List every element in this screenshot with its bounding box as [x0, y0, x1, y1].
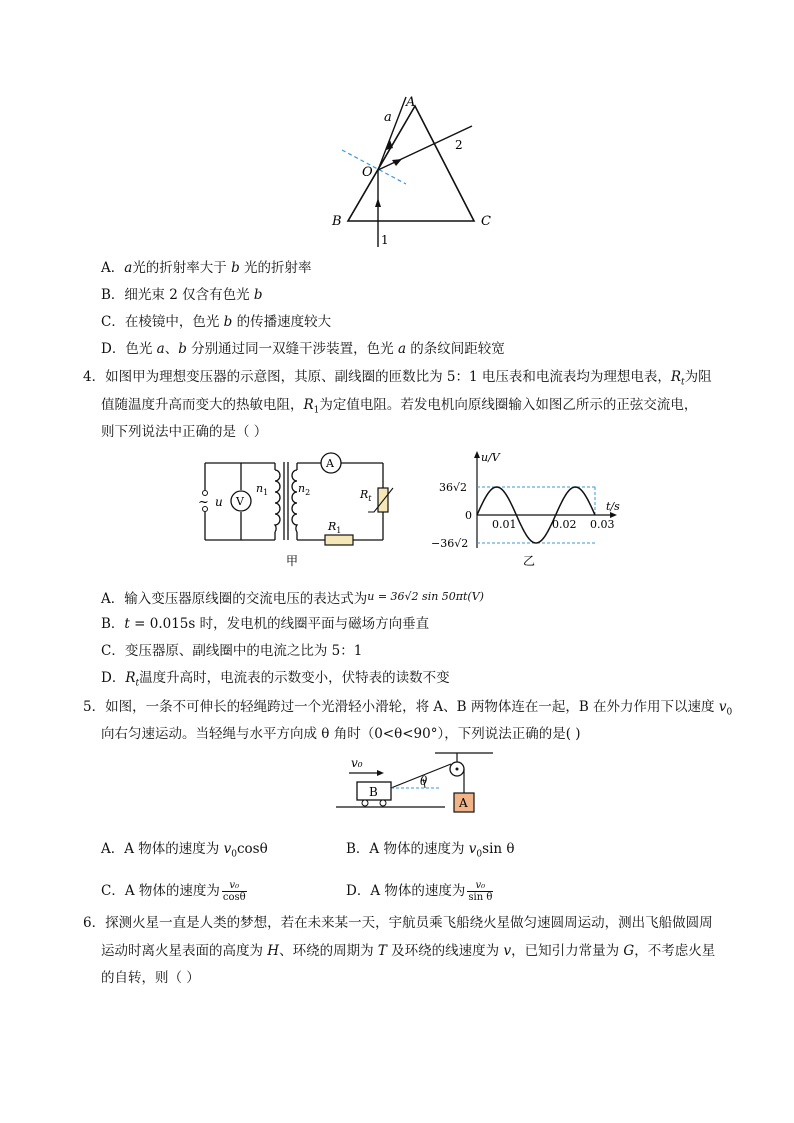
- caption-yi: 乙: [523, 554, 536, 568]
- primary-coil: [275, 470, 280, 532]
- normal-dashed-line: [342, 150, 406, 184]
- label-theta: θ: [420, 774, 428, 788]
- label-r1: $R_1$: [328, 520, 342, 535]
- label-a: a: [384, 110, 392, 125]
- q4-option-a: A．输入变压器原线圈的交流电压的表达式为$^{u = 36√2 sin 50\pi t(V)}$: [101, 590, 484, 607]
- transformer-circuit-figure: [193, 448, 403, 578]
- graph-ylabel: u/V: [481, 451, 500, 464]
- label-block-a: A: [459, 796, 468, 810]
- pulley-figure: [333, 750, 493, 825]
- q5-stem-line1: 5．如图，一条不可伸长的轻绳跨过一个光滑轻小滑轮，将 A、B 两物体连在一起，B 在外力作用下以速度 $v_0$: [83, 699, 733, 718]
- graph-yzero: 0: [465, 509, 472, 522]
- graph-ybot: −36√2: [431, 537, 469, 550]
- secondary-coil: [292, 470, 297, 532]
- q5-option-c: C．A 物体的速度为 $\frac{\text{v₀}}{\cos\theta}$: [101, 880, 246, 903]
- q4-stem-line3: 则下列说法中正确的是（ ）: [101, 424, 268, 440]
- graph-x1: 0.01: [492, 518, 517, 531]
- prism-figure: [320, 92, 520, 252]
- ray1-arrow: [375, 198, 381, 207]
- label-C: C: [481, 214, 491, 229]
- q6-stem-line1: 6．探测火星一直是人类的梦想，若在未来某一天，宇航员乘飞船绕火星做匀速圆周运动，测出飞船做圆周: [83, 915, 713, 931]
- q3-option-c: C．在棱镜中，色光 b 的传播速度较大: [101, 314, 332, 330]
- ammeter-label: A: [326, 457, 334, 470]
- voltmeter-label: V: [236, 495, 244, 508]
- q4-option-c: C．变压器原、副线圈中的电流之比为 5：1: [101, 643, 363, 659]
- label-1: 1: [381, 233, 389, 247]
- q3-option-d: D．色光 a、b 分别通过同一双缝干涉装置，色光 a 的条纹间距较宽: [101, 341, 505, 357]
- q5-stem-line2: 向右匀速运动。当轻绳与水平方向成 θ 角时（0<θ<90°），下列说法正确的是( ): [101, 726, 581, 742]
- graph-x3: 0.03: [590, 518, 615, 531]
- label-2: 2: [455, 138, 463, 152]
- q5-option-a: A．A 物体的速度为 $v_0\cos\theta$: [101, 841, 268, 860]
- fraction-c: $\frac{\text{v₀}}{\cos\theta}$: [222, 880, 246, 903]
- q3-option-b: B．细光束 2 仅含有色光 b: [101, 287, 263, 303]
- q4-stem-line1: 4．如图甲为理想变压器的示意图，其原、副线圈的匝数比为 5：1 电压表和电流表均为理想电表，$R_t$为阻: [83, 369, 712, 388]
- label-O: O: [362, 165, 373, 180]
- fraction-d: $\frac{\text{v₀}}{\text{sin θ}}$: [468, 880, 493, 903]
- q3-option-a: A．a光的折射率大于 b 光的折射率: [101, 260, 312, 276]
- q5-option-d: D．A 物体的速度为 $\frac{\text{v₀}}{\text{sin θ}}$: [346, 880, 493, 903]
- label-rt: $R_t$: [360, 488, 372, 503]
- q4-option-d: D．$R_t$温度升高时，电流表的示数变小，伏特表的读数不变: [101, 670, 450, 689]
- graph-x2: 0.02: [552, 518, 577, 531]
- caption-jia: 甲: [286, 554, 299, 568]
- graph-ytop: 36√2: [439, 481, 468, 494]
- graph-xlabel: t/s: [606, 500, 620, 513]
- resistor-r1: [325, 535, 353, 545]
- ac-source-symbol: ~: [198, 495, 209, 510]
- label-n1: $n_1$: [256, 482, 269, 497]
- q6-stem-line2: 运动时离火星表面的高度为 H、环绕的周期为 T 及环绕的线速度为 v，已知引力常量为 G，不考虑火星: [101, 943, 716, 959]
- q4-option-b: B．t = 0.015s 时，发电机的线圈平面与磁场方向垂直: [101, 616, 430, 632]
- q6-stem-line3: 的自转，则（ ）: [101, 970, 200, 986]
- label-block-b: B: [369, 785, 378, 799]
- q4-stem-line2: 值随温度升高而变大的热敏电阻，$R_1$为定值电阻。若发电机向原线圈输入如图乙所示的正弦交流电，: [101, 397, 698, 416]
- label-u: u: [215, 495, 223, 509]
- label-n2: $n_2$: [298, 482, 311, 497]
- label-A: A: [406, 95, 416, 110]
- label-B: B: [332, 214, 342, 229]
- label-v0: v₀: [351, 756, 363, 770]
- voltage-graph-figure: [425, 448, 625, 578]
- q5-option-b: B．A 物体的速度为 $v_0\sin$ θ: [346, 841, 515, 860]
